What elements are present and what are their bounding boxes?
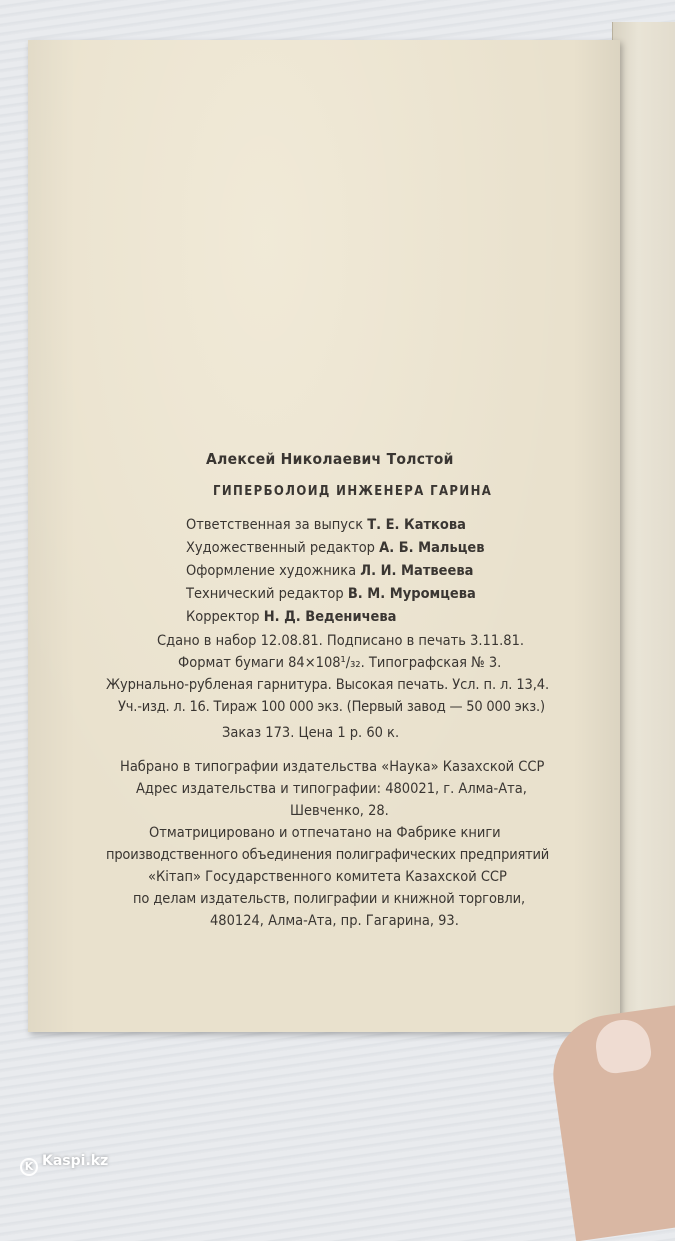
- credit-line: Оформление художника Л. И. Матвеева: [186, 563, 474, 579]
- kaspi-watermark: K Kaspi.kz: [20, 1153, 108, 1176]
- imprint-line: «Кітап» Государственного комитета Казахской ССР: [148, 869, 507, 885]
- imprint-line: 480124, Алма-Ата, пр. Гагарина, 93.: [210, 913, 459, 929]
- author-name: Алексей Николаевич Толстой: [206, 450, 454, 468]
- print-info-line: Сдано в набор 12.08.81. Подписано в печать 3.11.81.: [157, 633, 525, 649]
- imprint-line: по делам издательств, полиграфии и книжной торговли,: [133, 891, 526, 907]
- imprint-line: Шевченко, 28.: [290, 803, 389, 819]
- credit-line: Корректор Н. Д. Веденичева: [186, 609, 397, 625]
- credit-line: Ответственная за выпуск Т. Е. Каткова: [186, 517, 466, 533]
- credit-line: Художественный редактор А. Б. Мальцев: [186, 540, 485, 556]
- print-info-line: Формат бумаги 84×108¹/₃₂. Типографская № 3.: [178, 655, 502, 671]
- print-info-line: Журнально-рубленая гарнитура. Высокая печать. Усл. п. л. 13,4.: [106, 677, 550, 693]
- next-page-edge: [612, 22, 675, 1030]
- order-price: Заказ 173. Цена 1 р. 60 к.: [222, 725, 400, 741]
- imprint-line: производственного объединения полиграфических предприятий: [106, 847, 550, 863]
- book-title: ГИПЕРБОЛОИД ИНЖЕНЕРА ГАРИНА: [213, 484, 493, 499]
- imprint-line: Набрано в типографии издательства «Наука» Казахской ССР: [120, 759, 545, 775]
- credit-line: Технический редактор В. М. Муромцева: [186, 586, 476, 602]
- imprint-line: Отматрицировано и отпечатано на Фабрике книги: [149, 825, 501, 841]
- imprint-line: Адрес издательства и типографии: 480021, г. Алма-Ата,: [136, 781, 527, 797]
- print-info-line: Уч.-изд. л. 16. Тираж 100 000 экз. (Первый завод — 50 000 экз.): [118, 699, 545, 715]
- kaspi-logo-icon: K: [20, 1158, 38, 1176]
